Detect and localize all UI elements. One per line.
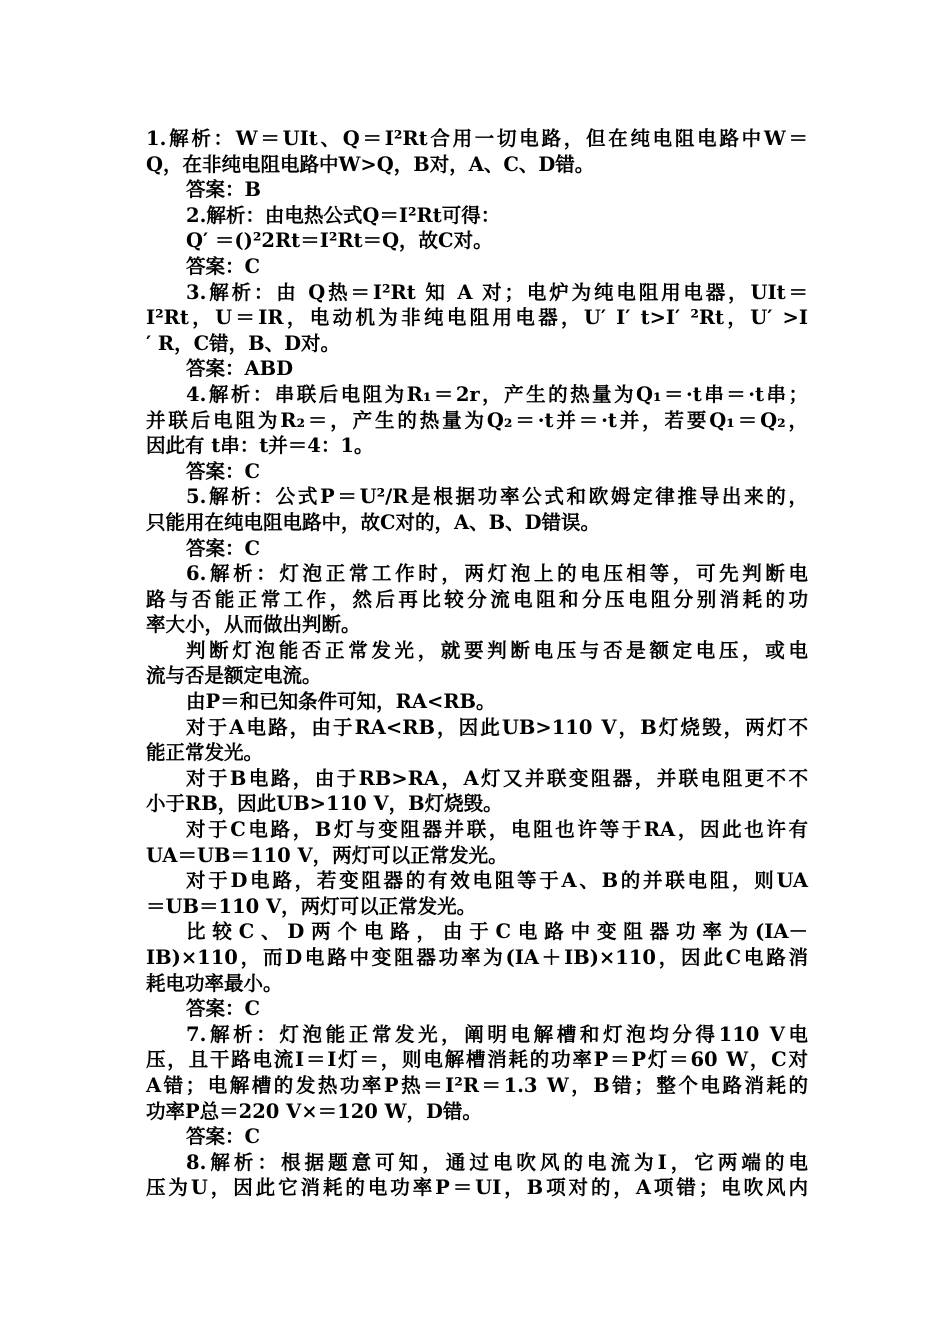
text-line: 5.解析：公式P＝U²/R是根据功率公式和欧姆定律推导出来的， [186, 485, 808, 509]
text-line: 并联后电阻为R₂＝，产生的热量为Q₂＝·t并＝·t并，若要Q₁＝Q₂， [146, 408, 808, 432]
text-line: 因此有 t串：t并＝4：1。 [146, 434, 374, 458]
text-line: 功率P总＝220 V×＝120 W，D错。 [146, 1099, 482, 1123]
text-line: 耗电功率最小。 [146, 971, 283, 995]
text-line: 只能用在纯电阻电路中，故C对的，A、B、D错误。 [146, 510, 601, 534]
text-line: 答案：ABD [186, 357, 294, 381]
text-line: 能正常发光。 [146, 741, 264, 765]
text-line: 对于A电路，由于RA<RB，因此UB>110 V，B灯烧毁，两灯不 [186, 715, 808, 739]
text-line: 7.解析：灯泡能正常发光，阐明电解槽和灯泡均分得110 V电 [186, 1022, 808, 1046]
text-line: 答案：C [186, 459, 261, 483]
text-line: 对于B电路，由于RB>RA，A灯又并联变阻器，并联电阻更不不 [186, 766, 808, 790]
text-line: 压，且干路电流I＝I灯＝，则电解槽消耗的功率P＝P灯＝60 W，C对 [146, 1048, 808, 1072]
text-line: 2.解析：由电热公式Q＝I²Rt可得： [186, 203, 501, 227]
text-line: 比较C、D两个电路，由于C电路中变阻器功率为(IA－ [186, 920, 808, 944]
text-line: ＝UB＝110 V，两灯可以正常发光。 [146, 894, 477, 918]
text-line: 4.解析：串联后电阻为R₁＝2r，产生的热量为Q₁＝·t串＝·t串； [186, 382, 808, 406]
text-line: 流与否是额定电流。 [146, 664, 322, 688]
text-line: 对于D电路，若变阻器的有效电阻等于A、B的并联电阻，则UA [186, 869, 808, 893]
text-line: 6.解析：灯泡正常工作时，两灯泡上的电压相等，可先判断电 [186, 562, 808, 586]
text-line: 答案：C [186, 997, 261, 1021]
text-line: Q′ ＝()²2Rt＝I²Rt＝Q，故C对。 [186, 229, 493, 253]
text-line: 路与否能正常工作，然后再比较分流电阻和分压电阻分别消耗的功 [146, 587, 808, 611]
text-line: 答案：C [186, 254, 261, 278]
text-line: IB)×110，而D电路中变阻器功率为(IA＋IB)×110，因此C电路消 [146, 946, 808, 969]
text-line: 由P＝和已知条件可知，RA<RB。 [186, 690, 496, 714]
text-line: 3.解析：由 Q热＝I²Rt 知 A 对；电炉为纯电阻用电器，UIt＝ [186, 280, 808, 304]
text-line: 率大小，从而做出判断。 [146, 613, 361, 637]
text-line: A错；电解槽的发热功率P热＝I²R＝1.3 W，B错；整个电路消耗的 [146, 1073, 808, 1097]
text-line: I²Rt，U＝IR，电动机为非纯电阻用电器，U′ I′ t>I′ ²Rt，U′ >I [146, 306, 808, 330]
text-line: 判断灯泡能否正常发光，就要判断电压与否是额定电压，或电 [186, 638, 808, 662]
document-body [146, 126, 808, 1201]
text-line: 答案：C [186, 1125, 261, 1149]
text-line: 小于RB，因此UB>110 V，B灯烧毁。 [146, 792, 503, 816]
text-line: Q，在非纯电阻电路中W>Q，B对，A、C、D错。 [146, 152, 595, 176]
text-line: 压为U，因此它消耗的电功率P＝UI，B项对的，A项错；电吹风内 [146, 1176, 808, 1200]
text-line: 对于C电路，B灯与变阻器并联，电阻也许等于RA，因此也许有 [186, 818, 808, 842]
text-line: UA＝UB＝110 V，两灯可以正常发光。 [146, 843, 508, 867]
text-line: 答案：C [186, 536, 261, 560]
text-line: ′ R，C错，B、D对。 [146, 331, 341, 355]
text-line: 1.解析：W＝UIt、Q＝I²Rt合用一切电路，但在纯电阻电路中W＝ [146, 127, 808, 150]
text-line: 答案：B [186, 178, 261, 202]
text-line: 8.解析：根据题意可知，通过电吹风的电流为I，它两端的电 [186, 1150, 808, 1174]
